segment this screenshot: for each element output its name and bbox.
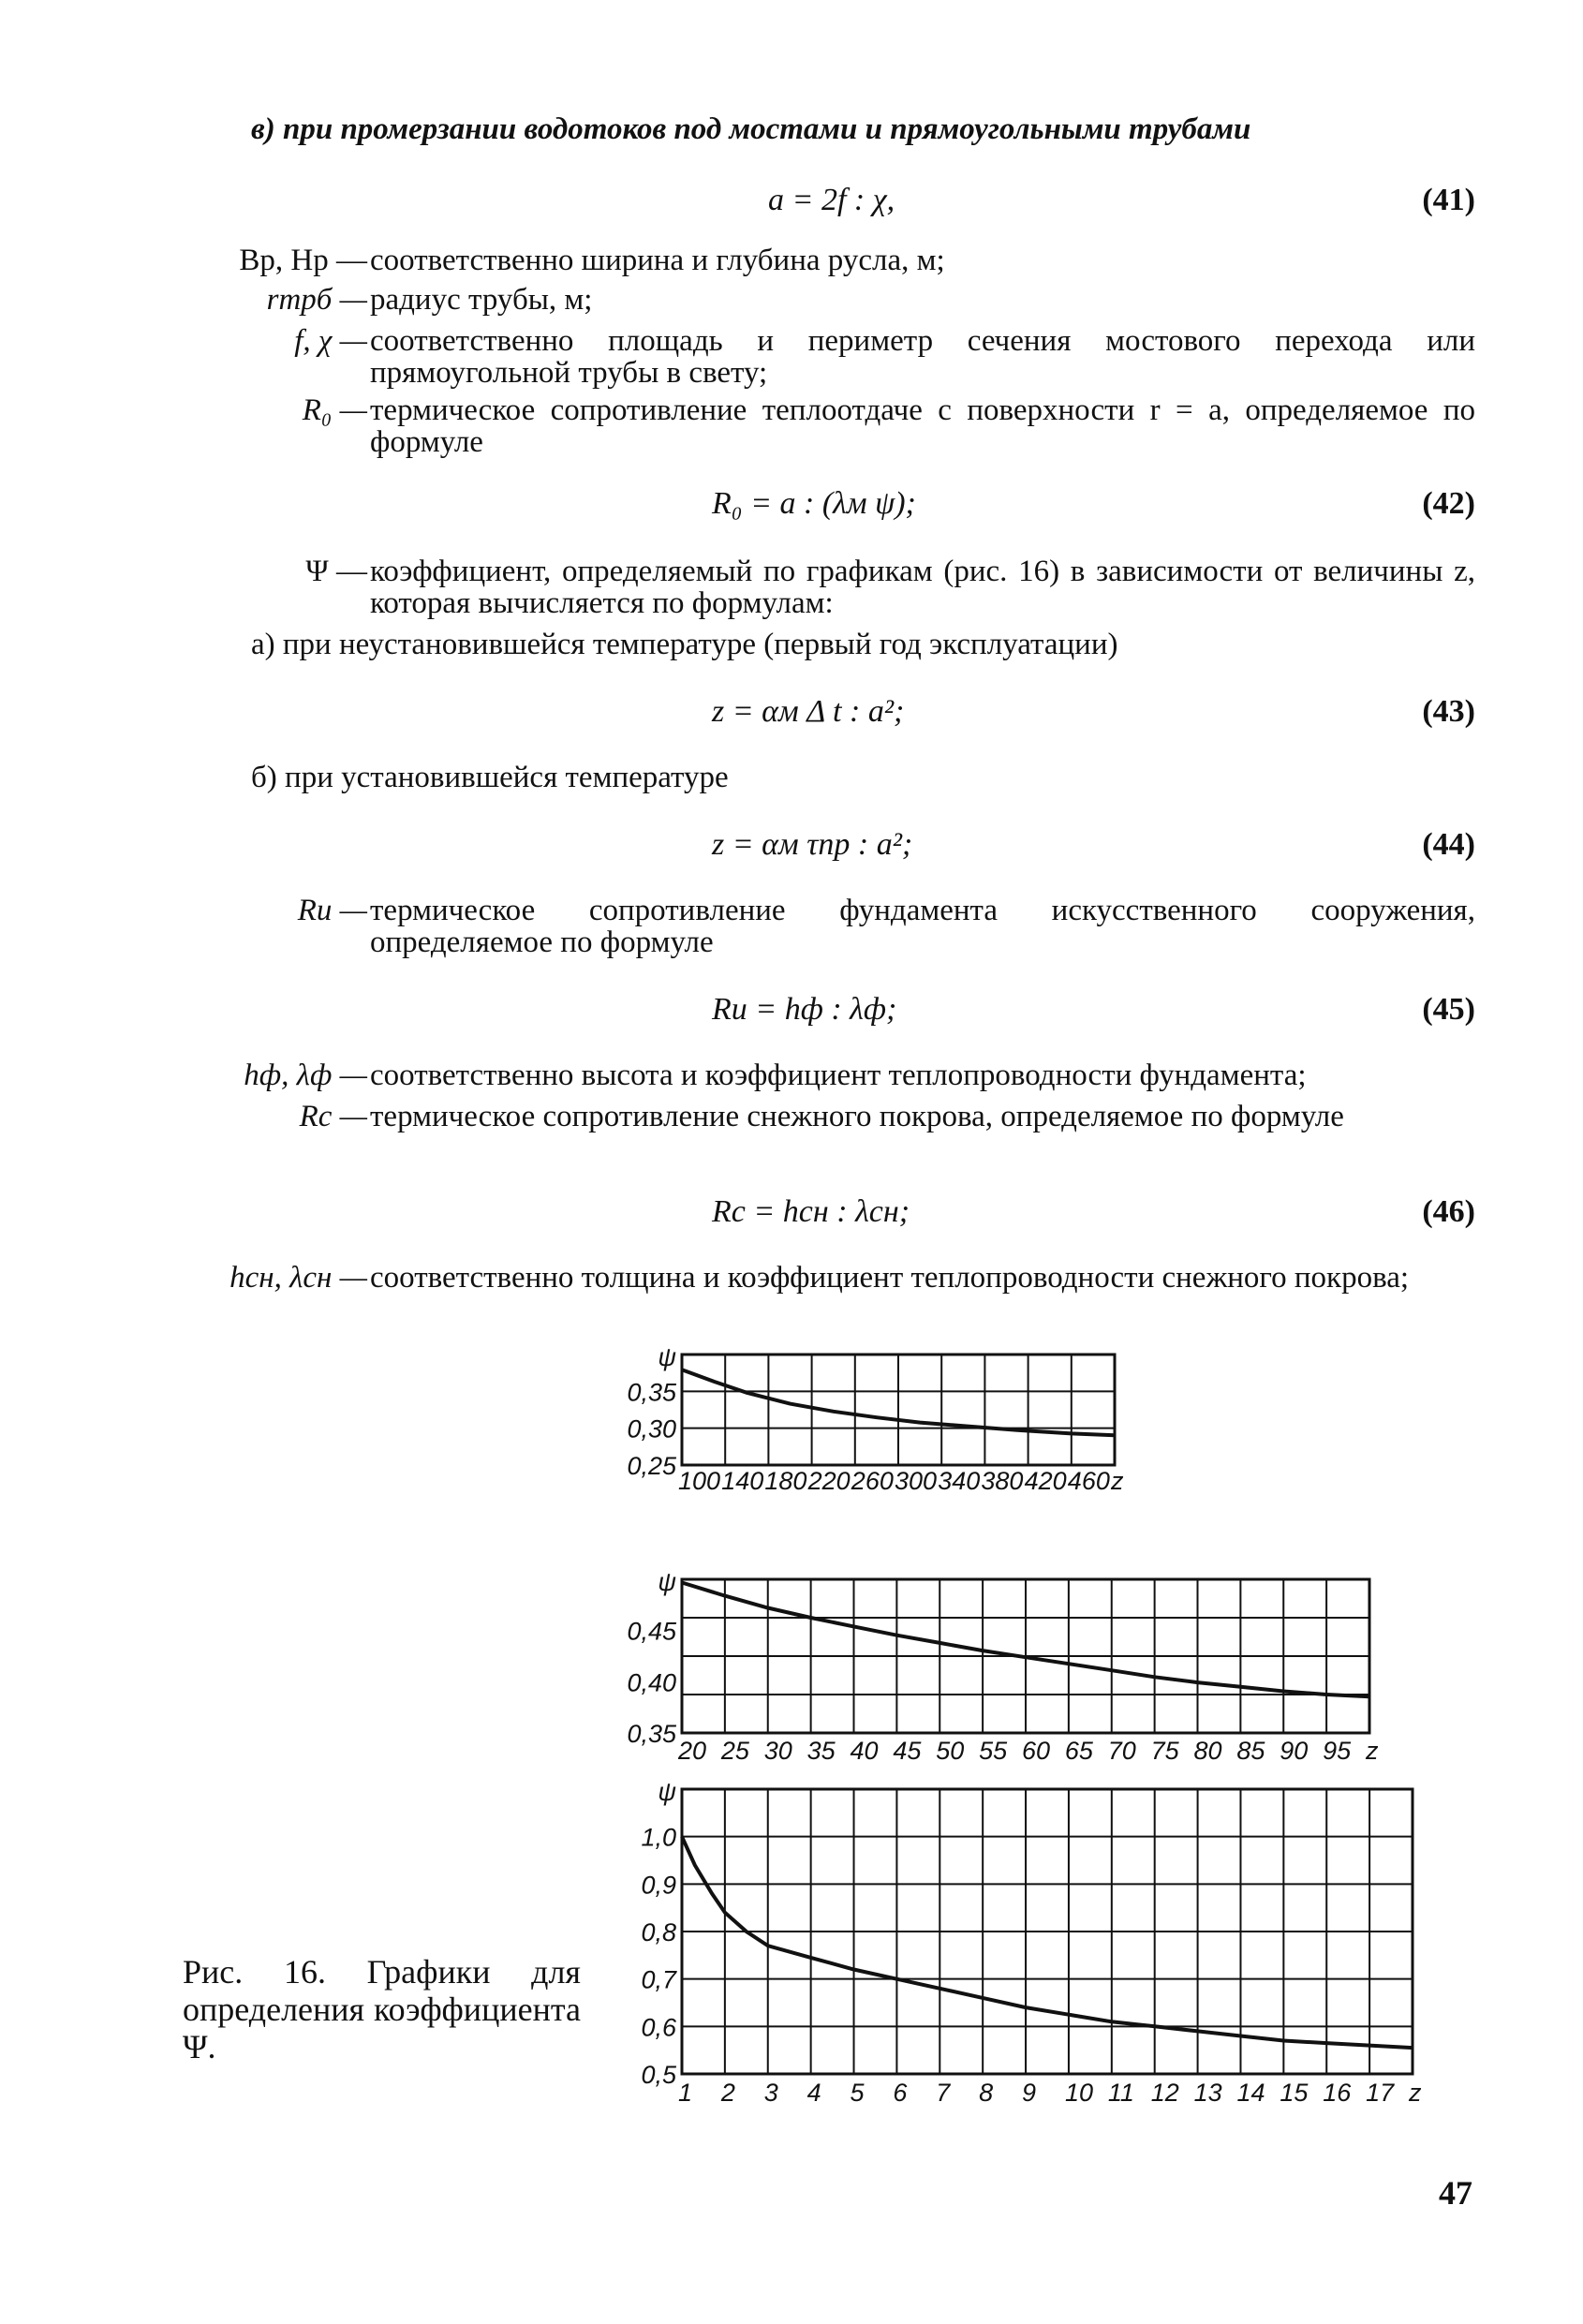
chart-1-x-tick: 420 xyxy=(1024,1467,1067,1495)
chart-3-x-tick: 11 xyxy=(1107,2079,1134,2107)
def-r0-text: термическое сопротивление теплоотдаче с поверхности r = a, определяемое по формуле xyxy=(370,393,1475,459)
figure-caption: Рис. 16. Графики для определения коэффициента Ψ. xyxy=(183,1953,581,2065)
equation-41-number: (41) xyxy=(1422,183,1475,217)
chart-3-x-tick: 1 xyxy=(678,2079,693,2107)
def-br-hr-symbol: Вр, Нр — xyxy=(239,244,367,277)
chart-3-x-tick: 10 xyxy=(1064,2079,1093,2107)
chart-3-x-tick: 16 xyxy=(1323,2079,1352,2107)
def-rtrb-symbol: rтрб — xyxy=(266,283,367,317)
page-number: 47 xyxy=(1439,2174,1472,2212)
chart-1-y-tick: ψ xyxy=(658,1343,676,1371)
chart-1-x-tick: 300 xyxy=(895,1467,938,1495)
def-hsn-text: соответственно толщина и коэффициент теплопроводности снежного покрова; xyxy=(370,1261,1410,1295)
chart-3-y-tick: 0,9 xyxy=(641,1871,676,1900)
def-rtrb-text: радиус трубы, м; xyxy=(370,283,593,317)
def-f-chi-text: соответственно площадь и периметр сечения мостового перехода или прямоугольной трубы в свету; xyxy=(370,324,1475,390)
chart-2-x-tick: 40 xyxy=(850,1737,879,1765)
chart-2-x-tick: z xyxy=(1366,1737,1379,1765)
chart-1-x-tick: 180 xyxy=(764,1467,807,1495)
chart-1-x-tick: 260 xyxy=(851,1467,894,1495)
chart-1-y-tick: 0,35 xyxy=(627,1378,676,1407)
chart-1-y-tick: 0,30 xyxy=(627,1414,676,1443)
def-hf-text: соответственно высота и коэффициент теплопроводности фундамента; xyxy=(370,1058,1307,1092)
chart-3-x-tick: 7 xyxy=(936,2079,951,2107)
equation-44: z = αм τпр : a²; xyxy=(712,827,913,862)
chart-3-x-tick: z xyxy=(1409,2079,1422,2107)
chart-2-x-tick: 55 xyxy=(979,1737,1008,1765)
chart-3-y-tick: 0,7 xyxy=(641,1965,676,1994)
chart-2-x-tick: 50 xyxy=(936,1737,965,1765)
def-psi-symbol: Ψ — xyxy=(305,555,367,588)
def-hf-symbol: hф, λф — xyxy=(244,1058,367,1092)
chart-2-x-tick: 70 xyxy=(1107,1737,1136,1765)
item-a: а) при неустановившейся температуре (первый год эксплуатации) xyxy=(251,628,1118,661)
chart-1-x-tick: 140 xyxy=(721,1467,764,1495)
item-b: б) при установившейся температуре xyxy=(251,761,729,794)
def-rc-symbol: Rс — xyxy=(299,1100,367,1133)
chart-3-x-tick: 9 xyxy=(1022,2079,1037,2107)
chart-2-y-tick: 0,35 xyxy=(627,1720,676,1748)
chart-1-y-tick: 0,25 xyxy=(627,1452,676,1480)
item-v: в) при промерзании водотоков под мостами и прямоугольными трубами xyxy=(251,112,1251,146)
equation-43-number: (43) xyxy=(1422,694,1475,729)
chart-3-y-tick: ψ xyxy=(658,1778,676,1806)
def-hsn-symbol: hсн, λсн — xyxy=(229,1261,367,1295)
chart-3-x-tick: 12 xyxy=(1150,2079,1179,2107)
chart-1-x-tick: 380 xyxy=(981,1467,1024,1495)
chart-3-x-tick: 3 xyxy=(763,2079,778,2107)
equation-46: Rс = hсн : λсн; xyxy=(712,1194,910,1229)
chart-2-x-tick: 80 xyxy=(1193,1737,1222,1765)
chart-2-x-tick: 25 xyxy=(720,1737,749,1765)
chart-2-x-tick: 95 xyxy=(1323,1737,1352,1765)
chart-2-y-tick: ψ xyxy=(658,1568,676,1596)
equation-44-number: (44) xyxy=(1422,827,1475,862)
chart-2-x-tick: 35 xyxy=(806,1737,836,1765)
chart-3-y-tick: 0,6 xyxy=(641,2013,676,2042)
chart-2-y-tick: 0,40 xyxy=(627,1668,676,1697)
def-f-chi-symbol: f, χ — xyxy=(294,324,367,358)
chart-3-x-tick: 5 xyxy=(850,2079,865,2107)
equation-45-number: (45) xyxy=(1422,992,1475,1027)
chart-3-y-tick: 1,0 xyxy=(641,1823,676,1852)
chart-2-x-tick: 90 xyxy=(1280,1737,1309,1765)
chart-3-x-tick: 13 xyxy=(1193,2079,1222,2107)
chart-2-x-tick: 30 xyxy=(763,1737,792,1765)
chart-3-x-tick: 15 xyxy=(1280,2079,1309,2107)
chart-1-x-tick: z xyxy=(1111,1467,1124,1495)
chart-2-x-tick: 85 xyxy=(1236,1737,1265,1765)
chart-3-x-tick: 17 xyxy=(1366,2079,1395,2107)
chart-3-y-tick: 0,8 xyxy=(641,1918,676,1947)
chart-3-y-tick: 0,5 xyxy=(641,2061,676,2089)
equation-43: z = αм Δ t : a²; xyxy=(712,694,905,729)
chart-1-x-tick: 220 xyxy=(807,1467,851,1495)
chart-3-x-tick: 2 xyxy=(720,2079,735,2107)
chart-3-x-tick: 4 xyxy=(806,2079,821,2107)
equation-42: R₀ = a : (λм ψ); xyxy=(712,486,916,521)
chart-3-x-tick: 8 xyxy=(979,2079,994,2107)
chart-2-x-tick: 20 xyxy=(678,1737,707,1765)
chart-3-curve xyxy=(682,1837,1413,2048)
chart-1-x-tick: 340 xyxy=(938,1467,981,1495)
chart-2-x-tick: 75 xyxy=(1150,1737,1179,1765)
def-r0-symbol: R₀ — xyxy=(302,393,367,427)
chart-2-x-tick: 65 xyxy=(1064,1737,1093,1765)
def-rn-text: термическое сопротивление фундамента искусственного сооружения, определяемое по формуле xyxy=(370,894,1475,959)
chart-2-y-tick: 0,45 xyxy=(627,1617,676,1646)
chart-3-x-tick: 6 xyxy=(893,2079,908,2107)
chart-3-x-tick: 14 xyxy=(1236,2079,1265,2107)
equation-42-number: (42) xyxy=(1422,486,1475,521)
chart-2-x-tick: 60 xyxy=(1022,1737,1051,1765)
def-rn-symbol: Rи — xyxy=(297,894,367,927)
def-rc-text: термическое сопротивление снежного покрова, определяемое по формуле xyxy=(370,1100,1344,1133)
def-psi-text: коэффициент, определяемый по графикам (рис. 16) в зависимости от величины z, которая вычисляется по формулам: xyxy=(370,555,1475,620)
chart-1-x-tick: 100 xyxy=(678,1467,721,1495)
chart-1-x-tick: 460 xyxy=(1067,1467,1110,1495)
equation-41: a = 2f : χ, xyxy=(768,183,895,217)
def-br-hr-text: соответственно ширина и глубина русла, м; xyxy=(370,244,945,277)
equation-46-number: (46) xyxy=(1422,1194,1475,1229)
equation-45: Rи = hф : λф; xyxy=(712,992,897,1027)
chart-2-x-tick: 45 xyxy=(893,1737,922,1765)
